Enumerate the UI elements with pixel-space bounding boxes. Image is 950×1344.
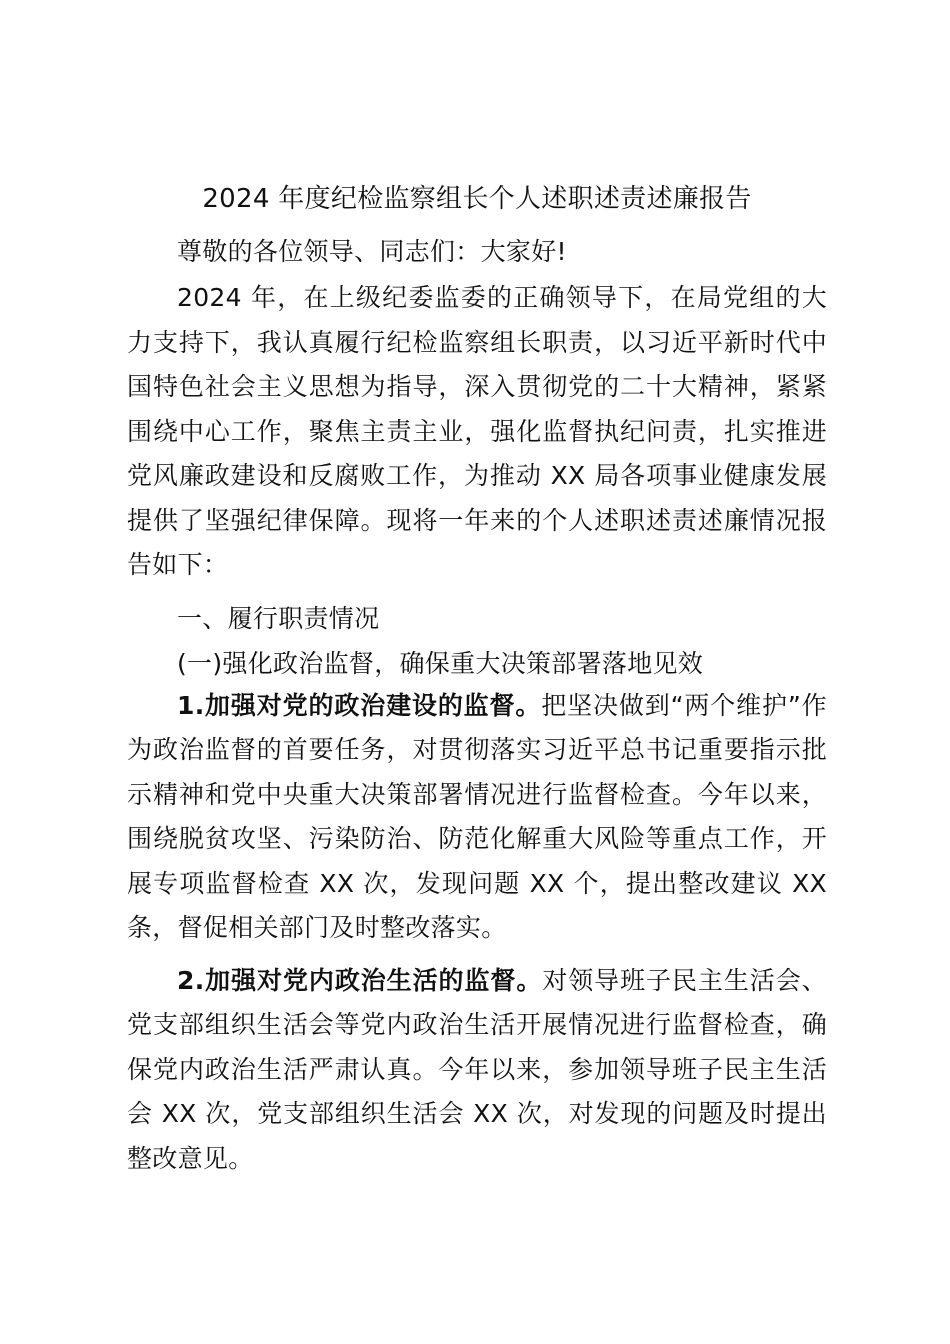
item-2-body: 对领导班子民主生活会、党支部组织生活会等党内政治生活开展情况进行监督检查，确保党内政治生活严肃认真。今年以来，参加领导班子民主生活会 XX 次，党支部组织生活会 XX 次，对发现的问题及时提出整改意见。 — [127, 965, 827, 1173]
document-title: 2024 年度纪检监察组长个人述职述责述廉报告 — [202, 184, 752, 214]
item-2-lead: 2.加强对党内政治生活的监督。 — [177, 965, 543, 995]
intro-paragraph: 2024 年，在上级纪委监委的正确领导下，在局党组的大力支持下，我认真履行纪检监察组长职责，以习近平新时代中国特色社会主义思想为指导，深入贯彻党的二十大精神，紧紧围绕中心工作，聚焦主责主业，强化监督执纪问责，扎实推进党风廉政建设和反腐败工作，为推动 XX 局各项事业健康发展提供了坚强纪律保障。现将一年来的个人述职述责述廉情况报告如下： — [127, 283, 827, 579]
item-1-paragraph — [127, 684, 827, 951]
item-2-paragraph — [127, 959, 827, 1182]
document-body — [127, 170, 827, 1181]
greeting-line: 尊敬的各位领导、同志们：大家好! — [177, 237, 567, 266]
item-1-lead: 1.加强对党的政治建设的监督。 — [177, 690, 542, 720]
subsection-heading-political-supervision: (一)强化政治监督，确保重大决策部署落地见效 — [177, 648, 704, 678]
section-heading-duties: 一、履行职责情况 — [177, 603, 380, 633]
item-1-body: 把坚决做到“两个维护”作为政治监督的首要任务，对贯彻落实习近平总书记重要指示批示精神和党中央重大决策部署情况进行监督检查。今年以来，围绕脱贫攻坚、污染防治、防范化解重大风险等重点工作，开展专项监督检查 XX 次，发现问题 XX 个，提出整改建议 XX 条，督促相关部门及时整改落实。 — [127, 690, 827, 942]
